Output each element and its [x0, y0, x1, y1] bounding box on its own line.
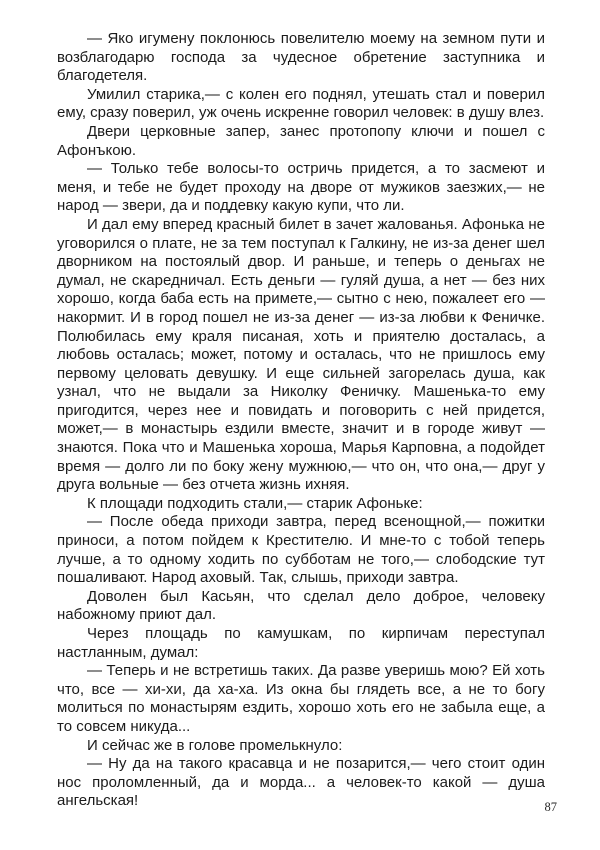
paragraph: Через площадь по камушкам, по кирпичам переступал настланным, думал:: [57, 625, 545, 661]
paragraph: Умилил старика,— с колен его поднял, утешать стал и поверил ему, сразу поверил, уж очень искренне говорил человек: в душу влез.: [57, 85, 545, 122]
paragraph: Двери церковные запер, занес протопопу ключи и пошел с Афонъкою.: [57, 122, 545, 159]
paragraph: — После обеда приходи завтра, перед всенощной,— пожитки приноси, а потом пойдем к Крестителю. И мне-то с тобой теперь лучше, а то одному ходить по субботам не того,— слободские тут пошаливают. Народ аховый. Так, слышь, приходи завтра.: [57, 513, 545, 587]
paragraph: — Яко игумену поклонюсь повелителю моему на земном пути и возблагодарю господа за чудесное обретение заступника и благодетеля.: [57, 30, 545, 85]
paragraph: Доволен был Касьян, что сделал дело доброе, человеку набожному приют дал.: [57, 587, 545, 624]
paragraph: И дал ему вперед красный билет в зачет жалованья. Афонька не уговорился о плате, не за тем поступал к Галкину, не из-за денег шел дворником на постоялый двор. И раньше, и теперь о деньгах не думал, не скаредничал. Есть деньги — гуляй душа, а нет — без них хорошо, когда баба есть на примете,— сытно с нею, пожалеет его — накормит. И в город пошел не из-за денег — из-за любви к Феничке. Полюбилась ему краля писаная, хоть и приятелю досталась, а любовь осталась; может, потому и осталась, что не пришлось ему первому целовать девушку. И еще сильней загорелась душа, как узнал, что не выдали за Николку Феничку. Машенька-то ему пригодится, через нее и повидать и поговорить с ней придется, может,— в монастырь ездили вместе, значит и в городе живут — знаются. Пока что и Машенька хороша, Марья Карповна, а подойдет время — долго ли по боку жену мужнюю,— что он, что она,— друг у друга вольные — без отчета жизнь ихняя.: [57, 215, 545, 494]
paragraph: — Ну да на такого красавца и не позарится,— чего стоит один нос проломленный, да и морда... а человек-то какой — душа ангельская!: [57, 755, 545, 810]
text-block: [57, 30, 545, 811]
page-number: 87: [544, 800, 557, 814]
paragraph: — Теперь и не встретишь таких. Да разве уверишь мою? Ей хоть что, все — хи-хи, да ха-ха. Из окна бы глядеть все, а не то богу молиться по монастырям ездить, хорошо хоть его не забыла еще, а то совсем никуда...: [57, 662, 545, 735]
paragraph: — Только тебе волосы-то остричь придется, а то засмеют и меня, и тебе не будет проходу на дворе от мужиков заезжих,— не народ — звери, да и поддевку какую купи, что ли.: [57, 160, 545, 215]
paragraph: К площади подходить стали,— старик Афоньке:: [87, 494, 423, 512]
paragraph: И сейчас же в голове промелькнуло:: [87, 736, 343, 754]
